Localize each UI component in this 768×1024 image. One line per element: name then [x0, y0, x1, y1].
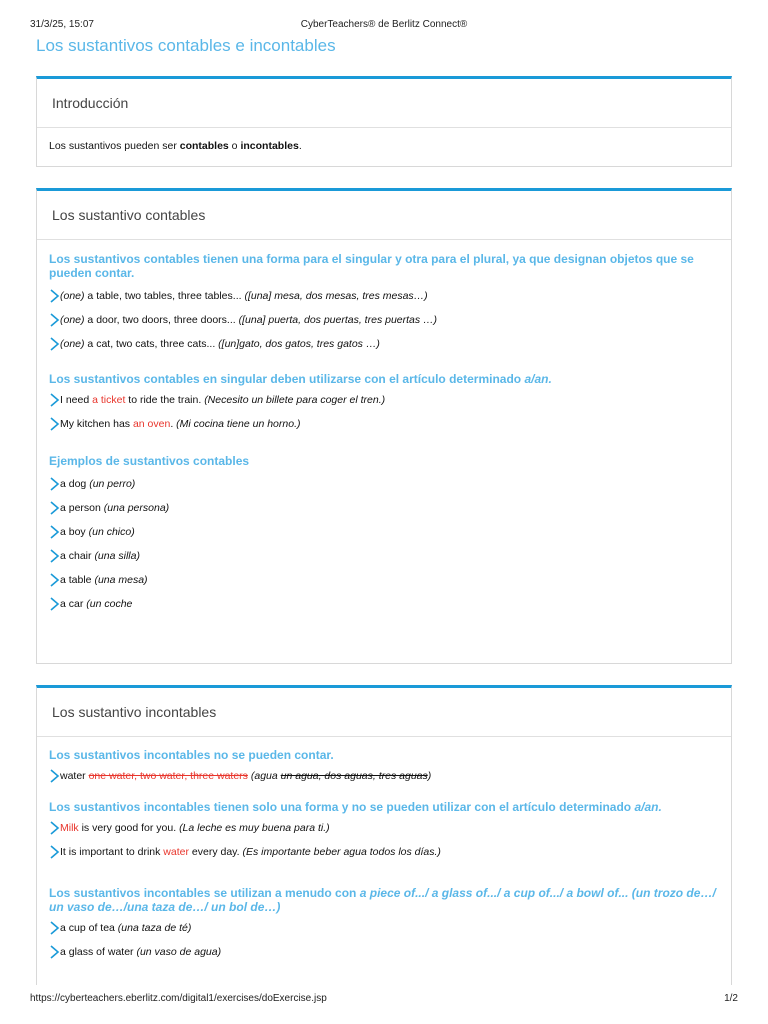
countable-subheading-2: Los sustantivos contables en singular deben utilizarse con el artículo determinado a/an.	[49, 372, 552, 386]
uncountable-heading	[37, 688, 731, 737]
list-item: My kitchen has an oven. (Mi cocina tiene un horno.)	[49, 412, 719, 436]
intro-heading-text: Introducción	[52, 95, 129, 111]
countable-list-3	[49, 472, 719, 616]
chevron-right-icon	[49, 821, 60, 835]
list-item: a chair (una silla)	[49, 544, 719, 568]
countable-heading-text: Los sustantivo contables	[52, 207, 206, 223]
chevron-right-icon	[49, 525, 60, 539]
chevron-right-icon	[49, 337, 60, 351]
list-item: Milk is very good for you. (La leche es muy buena para ti.)	[49, 816, 719, 840]
print-site-title: CyberTeachers® de Berlitz Connect®	[300, 19, 468, 30]
uncountable-subheading-2: Los sustantivos incontables tienen solo una forma y no se pueden utilizar con el artículo determinado a/an.	[49, 800, 662, 814]
chevron-right-icon	[49, 945, 60, 959]
chevron-right-icon	[49, 477, 60, 491]
bold-incontables: incontables	[240, 140, 299, 152]
chevron-right-icon	[49, 769, 60, 783]
list-item: a person (una persona)	[49, 496, 719, 520]
list-item: a car (un coche	[49, 592, 719, 616]
intro-heading	[37, 79, 731, 128]
uncountable-list-2	[49, 816, 719, 864]
uncountable-list-1	[49, 764, 719, 788]
countable-body	[37, 240, 731, 616]
countable-heading	[37, 191, 731, 240]
uncountable-card	[36, 685, 732, 985]
page-title: Los sustantivos contables e incontables	[36, 36, 336, 55]
uncountable-subheading-3: Los sustantivos incontables se utilizan a menudo con a piece of.../ a glass of.../ a cup of.../ a bowl of... (un trozo de…/ un vaso de…/una taza de…/ un bol de…)	[49, 886, 716, 914]
chevron-right-icon	[49, 921, 60, 935]
list-item: water one water, two water, three waters (agua un agua, dos aguas, tres aguas)	[49, 764, 719, 788]
list-item: (one) a cat, two cats, three cats... ([un]gato, dos gatos, tres gatos …)	[49, 332, 719, 356]
list-item: I need a ticket to ride the train. (Necesito un billete para coger el tren.)	[49, 388, 719, 412]
uncountable-subheading-1: Los sustantivos incontables no se pueden contar.	[49, 748, 334, 762]
list-item: a table (una mesa)	[49, 568, 719, 592]
countable-card	[36, 188, 732, 664]
chevron-right-icon	[49, 549, 60, 563]
list-item: a dog (un perro)	[49, 472, 719, 496]
chevron-right-icon	[49, 289, 60, 303]
list-item: (one) a door, two doors, three doors... ([una] puerta, dos puertas, tres puertas …)	[49, 308, 719, 332]
countable-subheading-1: Los sustantivos contables tienen una forma para el singular y otra para el plural, ya que designan objetos que se pueden contar.	[49, 252, 694, 280]
chevron-right-icon	[49, 417, 60, 431]
chevron-right-icon	[49, 573, 60, 587]
uncountable-list-3	[49, 916, 719, 964]
page-number: 1/2	[724, 993, 738, 1004]
print-header	[30, 19, 738, 33]
countable-list-1	[49, 284, 719, 356]
list-item: a boy (un chico)	[49, 520, 719, 544]
list-item: It is important to drink water every day. (Es importante beber agua todos los días.)	[49, 840, 719, 864]
list-item: a cup of tea (una taza de té)	[49, 916, 719, 940]
countable-subheading-3: Ejemplos de sustantivos contables	[49, 454, 250, 468]
uncountable-body	[37, 737, 731, 964]
list-item: (one) a table, two tables, three tables... ([una] mesa, dos mesas, tres mesas…)	[49, 284, 719, 308]
chevron-right-icon	[49, 845, 60, 859]
uncountable-heading-text: Los sustantivo incontables	[52, 704, 217, 720]
print-datetime: 31/3/25, 15:07	[30, 19, 94, 30]
bold-contables: contables	[179, 140, 229, 152]
print-url: https://cyberteachers.eberlitz.com/digital1/exercises/doExercise.jsp	[30, 993, 327, 1004]
chevron-right-icon	[49, 501, 60, 515]
intro-card	[36, 76, 732, 167]
intro-text: Los sustantivos pueden ser contables o incontables.	[49, 140, 302, 152]
chevron-right-icon	[49, 313, 60, 327]
chevron-right-icon	[49, 393, 60, 407]
chevron-right-icon	[49, 597, 60, 611]
list-item: a glass of water (un vaso de agua)	[49, 940, 719, 964]
countable-list-2	[49, 388, 719, 436]
